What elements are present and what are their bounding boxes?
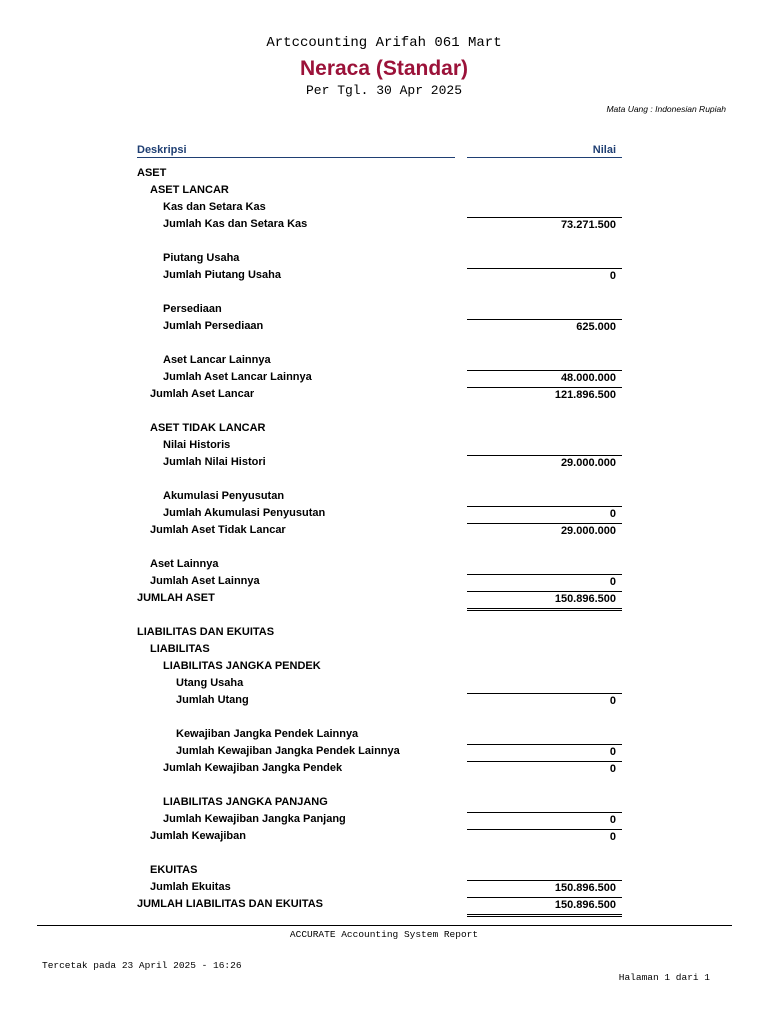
row-value-cell [467,319,622,336]
row-value: 0 [609,763,616,775]
row-label: ASET LANCAR [150,184,229,196]
table-row [0,812,768,829]
spacer-row [0,778,768,795]
row-label: Persediaan [163,303,222,315]
row-value-cell [467,183,622,199]
table-row [0,387,768,404]
row-value-cell [467,608,622,624]
row-label: Jumlah Kas dan Setara Kas [163,218,308,230]
row-value-cell [467,166,622,182]
row-label: Aset Lancar Lainnya [163,354,271,366]
table-row [0,302,768,319]
column-header-description: Deskripsi [137,144,455,158]
row-value-cell [467,302,622,318]
spacer-row [0,285,768,302]
row-label: Jumlah Utang [176,694,249,706]
table-row [0,863,768,880]
row-value: 0 [609,746,616,758]
row-value-cell [467,795,622,811]
row-value: 0 [609,695,616,707]
row-label: Jumlah Ekuitas [150,881,231,893]
row-value-cell [467,897,622,917]
row-value: 0 [609,270,616,282]
table-row [0,591,768,608]
row-value-cell [467,778,622,794]
row-value-cell [467,234,622,250]
row-value: 0 [609,508,616,520]
spacer-row [0,472,768,489]
row-label: LIABILITAS JANGKA PANJANG [163,796,328,808]
row-value-cell [467,676,622,692]
row-label: JUMLAH LIABILITAS DAN EKUITAS [137,898,323,910]
row-label: Jumlah Kewajiban Jangka Panjang [163,813,346,825]
row-value: 29.000.000 [560,457,616,469]
table-row [0,676,768,693]
row-value-cell [467,387,622,404]
table-row [0,166,768,183]
row-value-cell [467,251,622,267]
row-value-cell [467,710,622,726]
row-value: 73.271.500 [560,219,616,231]
report-table [0,166,768,914]
footer-report-name: ACCURATE Accounting System Report [289,929,479,940]
row-label: Jumlah Kewajiban Jangka Pendek Lainnya [176,745,400,757]
table-row [0,659,768,676]
report-period: Per Tgl. 30 Apr 2025 [305,83,463,98]
row-value-cell [467,574,622,591]
table-row [0,319,768,336]
row-label: Jumlah Aset Lainnya [150,575,260,587]
spacer-row [0,608,768,625]
table-row [0,217,768,234]
spacer-row [0,234,768,251]
row-value-cell [467,727,622,743]
row-label: Nilai Historis [163,439,231,451]
spacer-row [0,336,768,353]
company-name: Artccounting Arifah 061 Mart [266,35,502,51]
row-label: Kewajiban Jangka Pendek Lainnya [176,728,359,740]
table-row [0,183,768,200]
table-row [0,489,768,506]
row-value-cell [467,370,622,387]
row-label: Jumlah Nilai Histori [163,456,266,468]
row-label: Jumlah Piutang Usaha [163,269,281,281]
row-label: Jumlah Kewajiban [150,830,246,842]
row-label: Jumlah Akumulasi Penyusutan [163,507,326,519]
row-value: 121.896.500 [554,389,616,401]
row-label: LIABILITAS [150,643,210,655]
row-label: Jumlah Kewajiban Jangka Pendek [163,762,343,774]
row-value-cell [467,268,622,285]
table-row [0,523,768,540]
row-label: Utang Usaha [176,677,244,689]
row-value-cell [467,353,622,369]
row-label: Piutang Usaha [163,252,240,264]
row-value-cell [467,846,622,862]
row-value-cell [467,625,622,641]
column-header-value: Nilai [467,144,622,158]
row-label: ASET [137,167,167,179]
row-label: Jumlah Aset Lancar [150,388,255,400]
row-value: 150.896.500 [554,882,616,894]
row-value-cell [467,812,622,829]
row-value: 625.000 [576,321,616,333]
row-value-cell [467,336,622,352]
row-label: LIABILITAS JANGKA PENDEK [163,660,321,672]
spacer-row [0,710,768,727]
table-row [0,251,768,268]
table-row [0,727,768,744]
table-row [0,574,768,591]
currency-label: Mata Uang : Indonesian Rupiah [606,104,726,114]
row-value-cell [467,659,622,675]
row-value: 0 [609,814,616,826]
table-row [0,880,768,897]
row-value-cell [467,200,622,216]
table-row [0,625,768,642]
row-value: 150.896.500 [554,593,616,605]
table-row [0,506,768,523]
row-value-cell [467,693,622,710]
row-label: Kas dan Setara Kas [163,201,266,213]
row-value: 0 [609,831,616,843]
row-value: 48.000.000 [560,372,616,384]
row-label: LIABILITAS DAN EKUITAS [137,626,275,638]
row-value-cell [467,217,622,234]
row-value: 29.000.000 [560,525,616,537]
row-label: Aset Lainnya [150,558,219,570]
row-value-cell [467,285,622,301]
table-row [0,897,768,914]
table-row [0,761,768,778]
spacer-row [0,404,768,421]
table-row [0,200,768,217]
table-row [0,268,768,285]
table-row [0,438,768,455]
table-row [0,455,768,472]
row-value-cell [467,761,622,778]
table-row [0,795,768,812]
row-value-cell [467,880,622,897]
row-value-cell [467,506,622,523]
row-value-cell [467,472,622,488]
row-value-cell [467,455,622,472]
table-row [0,557,768,574]
table-row [0,744,768,761]
row-label: ASET TIDAK LANCAR [150,422,266,434]
table-row [0,642,768,659]
row-label: Jumlah Aset Lancar Lainnya [163,371,312,383]
row-value-cell [467,829,622,846]
row-value-cell [467,421,622,437]
table-row [0,829,768,846]
row-value-cell [467,523,622,540]
table-row [0,370,768,387]
row-label: EKUITAS [150,864,198,876]
row-value: 0 [609,576,616,588]
footer-divider [37,925,732,926]
row-value-cell [467,540,622,556]
row-value-cell [467,404,622,420]
row-label: Jumlah Persediaan [163,320,264,332]
printed-timestamp: Tercetak pada 23 April 2025 - 16:26 [42,960,242,971]
row-label: Jumlah Aset Tidak Lancar [150,524,286,536]
table-row [0,693,768,710]
row-label: Akumulasi Penyusutan [163,490,285,502]
report-title: Neraca (Standar) [299,57,469,80]
row-value: 150.896.500 [554,899,616,911]
row-value-cell [467,438,622,454]
table-row [0,421,768,438]
spacer-row [0,846,768,863]
row-label: JUMLAH ASET [137,592,215,604]
row-value-cell [467,489,622,505]
row-value-cell [467,863,622,879]
page-number: Halaman 1 dari 1 [618,972,710,983]
row-value-cell [467,744,622,761]
spacer-row [0,540,768,557]
row-value-cell [467,642,622,658]
row-value-cell [467,557,622,573]
table-row [0,353,768,370]
